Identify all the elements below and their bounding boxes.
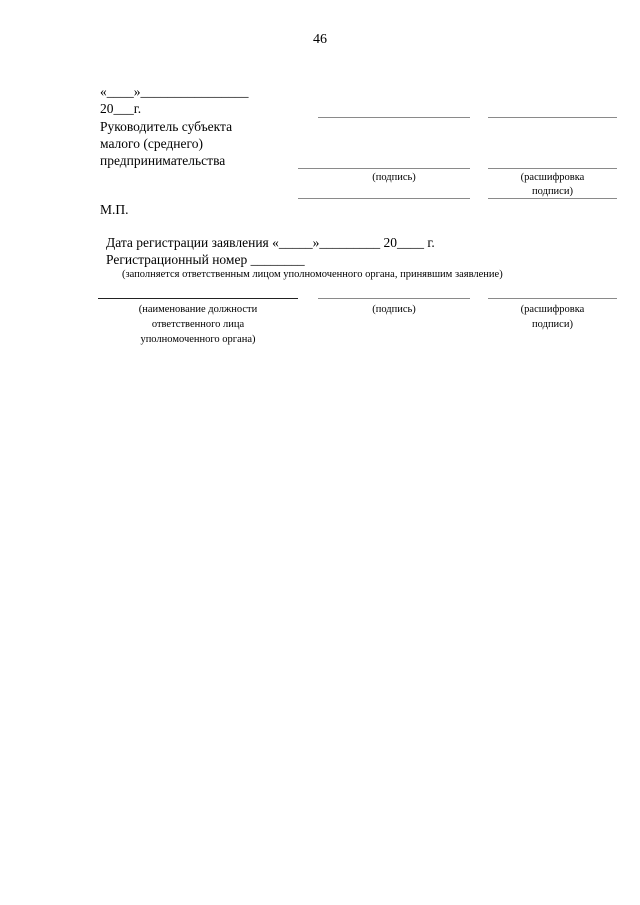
registration-decoding-line [488,298,617,299]
page-number: 46 [313,32,327,47]
registration-decoding-caption-2: подписи) [532,319,573,330]
registration-position-caption-1: (наименование должности [138,304,258,315]
applicant-signature-caption: (подпись) [372,172,416,183]
applicant-head-title-2: малого (среднего) [100,136,203,151]
applicant-decoding-line-upper [488,117,617,118]
applicant-head-title-3: предпринимательства [100,153,226,168]
applicant-date-line-2: 20___г. [100,101,142,116]
registration-position-caption-2: ответственного лица [151,319,245,330]
applicant-decoding-underline [488,198,617,199]
registration-date-label: Дата регистрации заявления «_____»_________ 20____ г. [106,235,435,250]
registration-position-line [98,298,298,299]
applicant-signature-underline [298,198,470,199]
applicant-head-title-1: Руководитель субъекта [100,119,233,134]
registration-decoding-caption-1: (расшифровка [520,304,585,315]
registration-signature-line [318,298,470,299]
applicant-decoding-caption-1: (расшифровка [520,172,585,183]
registration-signature-caption: (подпись) [372,304,416,315]
registration-position-caption-3: уполномоченного органа) [140,334,256,345]
registration-note: (заполняется ответственным лицом уполномоченного органа, принявшим заявление) [122,269,503,280]
applicant-date-line-1: «____»________________ [100,84,249,99]
applicant-decoding-caption-2: подписи) [532,186,573,197]
applicant-decoding-line [488,168,617,169]
applicant-signature-line [298,168,470,169]
applicant-signature-line-upper [318,117,470,118]
registration-number-label: Регистрационный номер ________ [106,252,305,267]
stamp-label: М.П. [100,202,129,217]
